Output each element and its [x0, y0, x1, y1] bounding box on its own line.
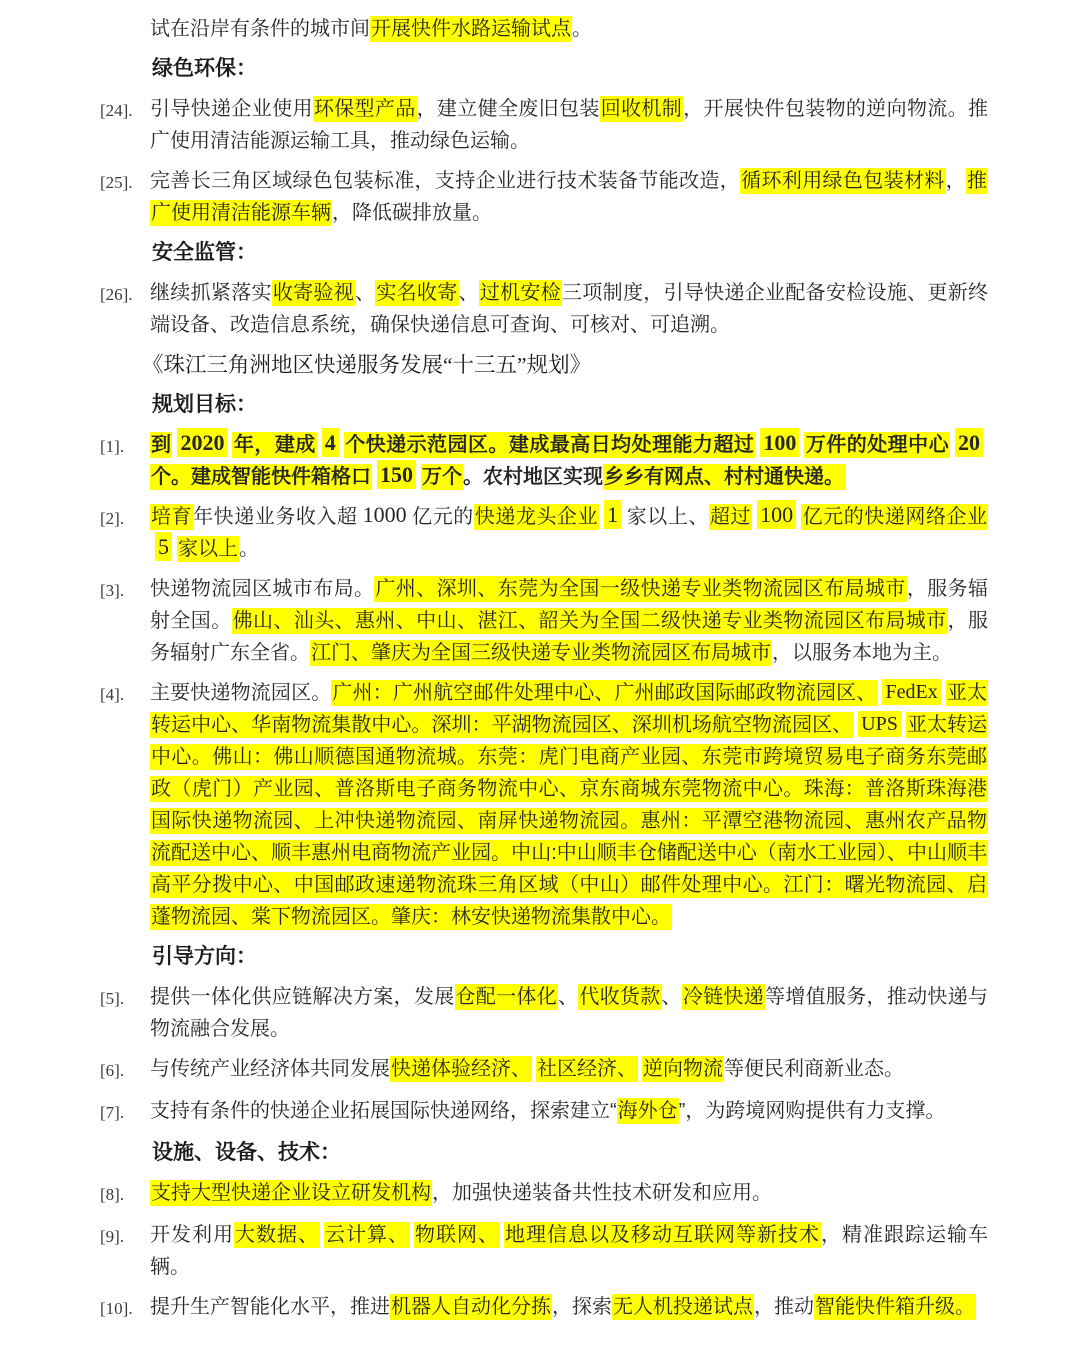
item-number: [7]. [100, 1103, 125, 1122]
text-segment: ， [945, 170, 967, 192]
text-segment: 开发利用 [150, 1224, 234, 1246]
text-segment: 年快递业务收入超 [193, 506, 358, 528]
highlighted-text: 广州：广州航空邮件处理中心、广州邮政国际邮政物流园区、 [332, 682, 877, 704]
highlighted-number: 1 [604, 500, 621, 529]
highlighted-text: 回收机制 [600, 98, 683, 120]
list-item [100, 1095, 988, 1129]
text-segment: 继续抓紧落实 [150, 282, 272, 304]
section-heading: 设施、设备、技术： [152, 1141, 341, 1164]
highlighted-text: 年，建成 [233, 434, 316, 456]
highlighted-number: 150 [377, 460, 416, 489]
item-text [150, 1095, 988, 1129]
item-number: [26]. [100, 285, 133, 304]
item-text [150, 501, 988, 565]
item-text [150, 1177, 988, 1211]
item-number: [6]. [100, 1061, 125, 1080]
text-segment: ，服务辐射全国。 [150, 578, 989, 632]
text-segment: 、 [558, 986, 579, 1008]
highlighted-text: 环保型产品 [313, 98, 416, 120]
highlighted-latin-text: UPS [858, 711, 901, 737]
document-body [100, 13, 988, 1325]
highlighted-text: 大数据、 [235, 1224, 319, 1246]
highlighted-text: 个。建成智能快件箱格口 [151, 466, 371, 488]
text-segment: ，服务辐射广东全省。 [150, 610, 989, 664]
section-heading: 绿色环保： [152, 57, 257, 80]
highlighted-text: 代收货款 [579, 986, 661, 1008]
item-number: [25]. [100, 173, 133, 192]
highlighted-text: 亚太转运中心、华南物流集散中心。深圳：平湖物流园区、深圳机场航空物流园区、 [151, 682, 988, 736]
highlighted-text: 过机安检 [479, 282, 562, 304]
text-segment: 等便民利商新业态。 [724, 1058, 904, 1080]
list-item [100, 573, 988, 669]
item-text [150, 573, 988, 669]
text-segment: 支持有条件的快递企业拓展国际快递网络，探索建立“ [150, 1100, 617, 1122]
item-number: [9]. [100, 1227, 125, 1246]
text-segment: ，开展快件包装物的逆向物流。推广使用清洁能源运输工具，推动绿色运输。 [150, 98, 989, 152]
item-number: [5]. [100, 989, 125, 1008]
highlighted-text: 逆向物流 [643, 1058, 723, 1080]
item-text [150, 165, 988, 229]
highlighted-text: 实名收寄 [376, 282, 458, 304]
highlighted-text: 亿元的快递网络企业 [802, 506, 988, 528]
list-item [100, 501, 988, 565]
list-item [100, 277, 988, 341]
item-text [150, 1291, 988, 1325]
highlighted-text: 社区经济、 [537, 1058, 637, 1080]
highlighted-text: 无人机投递试点 [613, 1296, 753, 1318]
item-text [150, 981, 988, 1045]
highlighted-number: 100 [760, 428, 799, 457]
highlighted-latin-text: FedEx [882, 679, 940, 705]
highlighted-text: 物联网、 [415, 1224, 499, 1246]
highlighted-text: 云计算、 [325, 1224, 409, 1246]
item-text [150, 1053, 988, 1087]
highlighted-text: 快递龙头企业 [474, 506, 599, 528]
list-item [100, 1053, 988, 1087]
text-segment: 完善长三角区域绿色包装标准，支持企业进行技术装备节能改造， [150, 170, 741, 192]
highlighted-text: 江门、肇庆为全国三级快递专业类物流园区布局城市 [311, 642, 771, 664]
item-text [150, 1219, 988, 1283]
document-title: 《珠江三角洲地区快递服务发展“十三五”规划》 [142, 353, 592, 377]
text-segment: 。 [572, 18, 592, 40]
text-segment: ，探索 [552, 1296, 612, 1318]
text-segment: 提供一体化供应链解决方案，发展 [150, 986, 455, 1008]
text-segment: ，降低碳排放量。 [332, 202, 492, 224]
section-heading: 安全监管： [152, 241, 257, 264]
text-segment: 提升生产智能化水平，推进 [150, 1296, 390, 1318]
text-segment: 主要快递物流园区。 [150, 682, 332, 704]
highlighted-number: 20 [955, 428, 983, 457]
item-number: [8]. [100, 1185, 125, 1204]
text-segment: 。 [239, 538, 259, 560]
item-number: [3]. [100, 581, 125, 600]
item-number [100, 13, 150, 45]
item-number: [4]. [100, 685, 125, 704]
highlighted-text: 佛山、汕头、惠州、中山、湛江、韶关为全国二级快递专业类物流园区布局城市 [232, 610, 947, 632]
highlighted-text: 快递体验经济、 [391, 1058, 531, 1080]
text-segment: ，加强快递装备共性技术研发和应用。 [432, 1182, 772, 1204]
highlighted-text: 广州、深圳、东莞为全国一级快递专业类物流园区布局城市 [375, 578, 906, 600]
section-heading: 规划目标： [152, 393, 257, 416]
text-segment: ，以服务本地为主。 [772, 642, 952, 664]
item-number: [2]. [100, 509, 125, 528]
list-item [100, 165, 988, 229]
text-segment: 。农村地区实现 [463, 466, 603, 488]
highlighted-text: 机器人自动化分拣 [391, 1296, 551, 1318]
item-text [150, 277, 988, 341]
highlighted-text: 循环利用绿色包装材料 [741, 170, 945, 192]
item-text [150, 677, 988, 933]
number-text: 1000 [362, 502, 407, 527]
list-item [100, 1291, 988, 1325]
item-number: [1]. [100, 437, 125, 456]
text-segment: 三项制度，引导快递企业配备安检设施、更新终端设备、改造信息系统，确保快递信息可查询、可核对、可追溯。 [150, 282, 989, 336]
highlighted-text: 海外仓 [617, 1100, 678, 1122]
item-number: [24]. [100, 101, 133, 120]
item-text [150, 93, 988, 157]
highlighted-text: 地理信息以及移动互联网等新技术 [505, 1224, 820, 1246]
highlighted-number: 4 [322, 428, 339, 457]
text-segment: 与传统产业经济体共同发展 [150, 1058, 390, 1080]
highlighted-number: 100 [757, 500, 796, 529]
text-segment: ”，为跨境网购提供有力支撑。 [678, 1100, 946, 1122]
highlighted-text: 冷链快递 [682, 986, 765, 1008]
highlighted-text: 到 [151, 434, 172, 456]
section-heading: 引导方向： [152, 945, 257, 968]
list-item [100, 1219, 988, 1283]
list-item [100, 677, 988, 933]
highlighted-text: 仓配一体化 [455, 986, 557, 1008]
highlighted-text: 收寄验视 [272, 282, 355, 304]
text-segment: 亿元的 [411, 506, 474, 528]
text-segment: 试在沿岸有条件的城市间 [150, 18, 370, 40]
highlighted-text: 亚太转运中心。佛山：佛山顺德国通物流城。东莞：虎门电商产业园、东莞市跨境贸易电子商务东莞邮政（虎门）产业园、普洛斯电子商务物流中心、京东商城东莞物流中心。珠海：普洛斯珠海港国际快递物流园、上冲快递物流园、南屏快递物流园。惠州：平潭空港物流园、惠州农产品物流配送中心、顺丰惠州电商物流产业园。中山:中山顺丰仓储配送中心（南水工业园）、中山顺丰高平分拨中心、中国邮政速递物流珠三角区域（中山）邮件处理中心。江门：曙光物流园、启蓬物流园、棠下物流园区。肇庆：林安快递物流集散中心。 [151, 714, 988, 928]
highlighted-text: 超过 [709, 506, 752, 528]
text-segment: 、 [355, 282, 376, 304]
text-segment: 引导快递企业使用 [150, 98, 313, 120]
text-segment: 家以上、 [626, 506, 709, 528]
highlighted-text: 培育 [151, 506, 193, 528]
highlighted-text: 万件的处理中心 [805, 434, 950, 456]
text-segment: 快递物流园区城市布局。 [150, 578, 375, 600]
highlighted-text: 支持大型快递企业设立研发机构 [151, 1182, 431, 1204]
text-segment: ，精准跟踪运输车辆。 [150, 1224, 988, 1278]
text-segment: 等增值服务，推动快递与物流融合发展。 [150, 986, 989, 1040]
list-item [100, 13, 988, 45]
highlighted-text: 推广使用清洁能源车辆 [151, 170, 988, 224]
highlighted-text: 家以上 [178, 538, 238, 560]
text-segment: 、 [661, 986, 682, 1008]
highlighted-number: 5 [155, 532, 172, 561]
highlighted-text: 智能快件箱升级。 [815, 1296, 975, 1318]
text-segment: ，建立健全废旧包装 [416, 98, 600, 120]
highlighted-text: 开展快件水路运输试点 [371, 18, 571, 40]
list-item [100, 429, 988, 493]
list-item [100, 981, 988, 1045]
list-item [100, 1177, 988, 1211]
highlighted-text: 个快递示范园区。建成最高日均处理能力超过 [344, 434, 755, 456]
list-item [100, 93, 988, 157]
highlighted-text: 万个 [422, 466, 462, 488]
highlighted-text: 乡乡有网点、村村通快递。 [604, 466, 844, 488]
text-segment: ，推动 [754, 1296, 814, 1318]
item-number: [10]. [100, 1299, 133, 1318]
text-segment: 、 [458, 282, 479, 304]
highlighted-number: 2020 [177, 428, 227, 457]
item-text [150, 429, 988, 493]
item-text [150, 13, 988, 45]
